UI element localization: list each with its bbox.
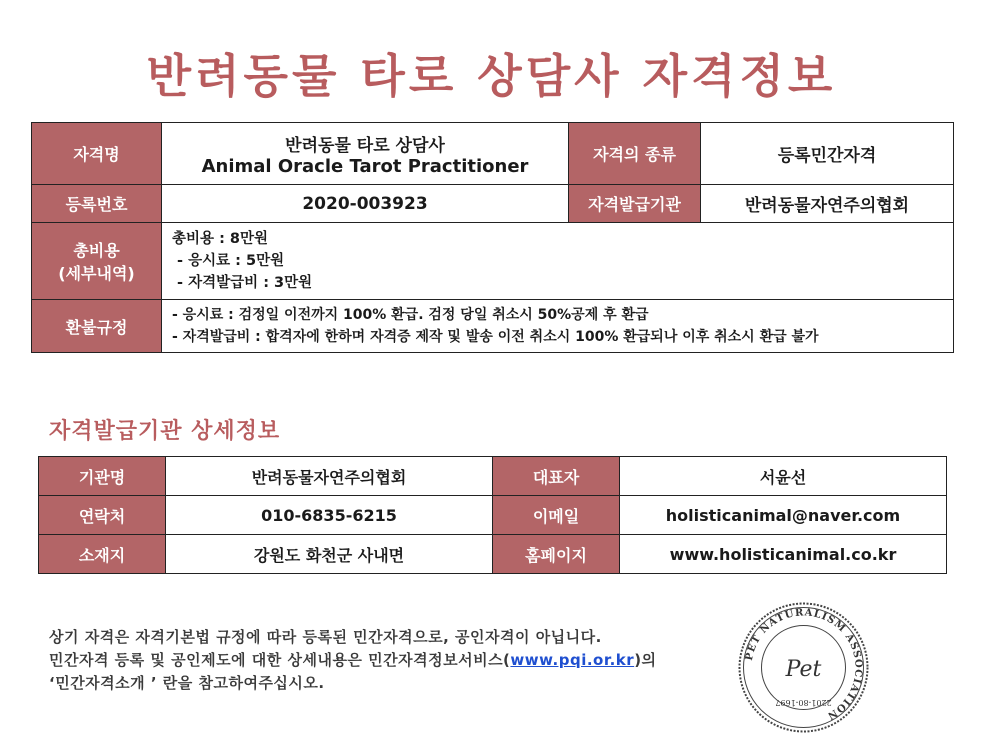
disclaimer-line-end: )의 — [634, 651, 657, 669]
qualification-name-label: 자격명 — [32, 123, 162, 185]
qualification-name-value — [162, 123, 569, 185]
total-cost-label-line2: (세부내역) — [58, 264, 135, 283]
refund-line: - 자격발급비 : 합격자에 한하며 자격증 제작 및 발송 이전 취소시 100% 환급되나 이후 취소시 환급 불가 — [172, 329, 819, 345]
contact-value: 010-6835-6215 — [166, 496, 493, 535]
qualification-name-en: Animal Oracle Tarot Practitioner — [201, 155, 529, 177]
issuer-value: 반려동물자연주의협회 — [701, 185, 954, 223]
disclaimer-text — [49, 626, 657, 695]
page-title: 반려동물 타로 상담사 자격정보 — [146, 49, 837, 103]
total-cost-details — [162, 223, 954, 300]
association-seal-icon — [736, 600, 871, 735]
qualification-table — [31, 122, 954, 353]
seal-ring-text: PET NATURALISM ASSOCIATION — [743, 607, 864, 722]
pqi-link[interactable]: www.pqi.or.kr — [510, 651, 635, 669]
issuer-label: 자격발급기관 — [569, 185, 701, 223]
disclaimer-line-start: 민간자격 등록 및 공인제도에 대한 상세내용은 민간자격정보서비스( — [49, 651, 511, 669]
cost-line: - 자격발급비 : 3만원 — [172, 275, 313, 291]
table-row — [32, 123, 954, 185]
table-row — [32, 185, 954, 223]
org-name-value: 반려동물자연주의협회 — [166, 457, 493, 496]
disclaimer-line: 상기 자격은 자격기본법 규정에 따라 등록된 민간자격으로, 공인자격이 아닙니다. — [49, 628, 602, 646]
representative-value: 서윤선 — [620, 457, 947, 496]
homepage-label: 홈페이지 — [493, 535, 620, 574]
qualification-type-value: 등록민간자격 — [701, 123, 954, 185]
seal-center-text: Pet — [785, 657, 822, 682]
email-value: holisticanimal@naver.com — [620, 496, 947, 535]
cost-line: 총비용 : 8만원 — [172, 231, 269, 247]
table-row — [32, 300, 954, 353]
email-label: 이메일 — [493, 496, 620, 535]
issuer-table — [38, 456, 947, 574]
address-label: 소재지 — [39, 535, 166, 574]
homepage-value: www.holisticanimal.co.kr — [620, 535, 947, 574]
disclaimer-line — [49, 649, 657, 672]
total-cost-label-line1: 총비용 — [73, 241, 120, 260]
table-row — [32, 223, 954, 300]
registration-number-label: 등록번호 — [32, 185, 162, 223]
qualification-name-ko: 반려동물 타로 상담사 — [285, 135, 445, 156]
seal-number: 2201-80-1697 — [775, 698, 832, 707]
qualification-type-label: 자격의 종류 — [569, 123, 701, 185]
registration-number-value: 2020-003923 — [162, 185, 569, 223]
table-row — [39, 535, 947, 574]
contact-label: 연락처 — [39, 496, 166, 535]
refund-line: - 응시료 : 검정일 이전까지 100% 환급. 검정 당일 취소시 50%공제 후 환급 — [172, 307, 649, 323]
org-name-label: 기관명 — [39, 457, 166, 496]
refund-policy-label: 환불규정 — [32, 300, 162, 353]
total-cost-label — [32, 223, 162, 300]
representative-label: 대표자 — [493, 457, 620, 496]
address-value: 강원도 화천군 사내면 — [166, 535, 493, 574]
issuer-section-title: 자격발급기관 상세정보 — [49, 419, 281, 444]
refund-policy-details — [162, 300, 954, 353]
table-row — [39, 496, 947, 535]
cost-line: - 응시료 : 5만원 — [172, 253, 285, 269]
table-row — [39, 457, 947, 496]
disclaimer-line: ‘민간자격소개 ’ 란을 참고하여주십시오. — [49, 674, 325, 692]
